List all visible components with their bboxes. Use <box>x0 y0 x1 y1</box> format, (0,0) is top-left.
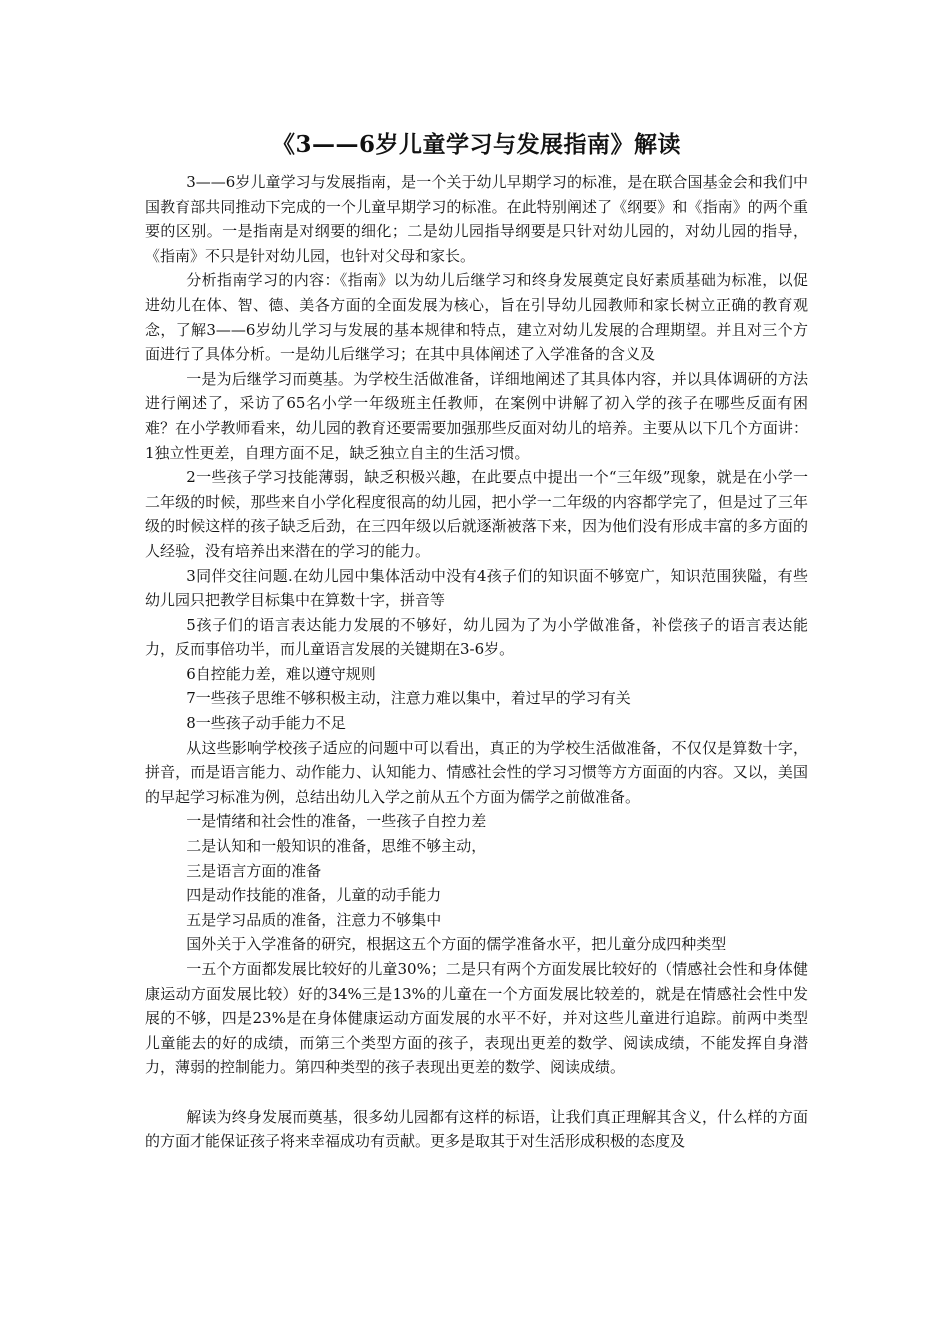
paragraph-lifelong: 解读为终身发展而奠基，很多幼儿园都有这样的标语，让我们真正理解其含义，什么样的方面的方面才能保证孩子将来幸福成功有贡献。更多是取其于对生活形成积极的态度及 <box>145 1107 808 1151</box>
document-body <box>145 128 808 1154</box>
paragraph-research: 国外关于入学准备的研究，根据这五个方面的儒学准备水平，把儿童分成四种类型 <box>186 935 727 954</box>
paragraph-aspect-3: 三是语言方面的准备 <box>186 861 322 880</box>
paragraph-summary: 从这些影响学校孩子适应的问题中可以看出，真正的为学校生活做准备，不仅仅是算数十字，拼音，而是语言能力、动作能力、认知能力、情感社会性的学习习惯等方方面面的内容。又以，美国的早起学习标准为例，总结出幼儿入学之前从五个方面为儒学之前做准备。 <box>145 738 808 806</box>
paragraph-aspect-2: 二是认知和一般知识的准备，思维不够主动， <box>186 837 487 856</box>
document-title: 《3——6岁儿童学习与发展指南》解读 <box>271 131 681 158</box>
paragraph-aspect-4: 四是动作技能的准备，儿童的动手能力 <box>186 886 442 905</box>
paragraph-point-2: 2一些孩子学习技能薄弱，缺乏积极兴趣，在此要点中提出一个“三年级”现象，就是在小学一二年级的时候，那些来自小学化程度很高的幼儿园，把小学一二年级的内容都学完了，但是过了三年级的时候这样的孩子缺乏后劲，在三四年级以后就逐渐被落下来，因为他们没有形成丰富的多方面的人经验，没有培养出来潜在的学习的能力。 <box>145 468 808 560</box>
paragraph-aspect-5: 五是学习品质的准备，注意力不够集中 <box>186 910 442 929</box>
paragraph-aspect-1: 一是情绪和社会性的准备，一些孩子自控力差 <box>186 812 487 831</box>
paragraph-intro: 3——6岁儿童学习与发展指南，是一个关于幼儿早期学习的标准，是在联合国基金会和我们中国教育部共同推动下完成的一个儿童早期学习的标准。在此特别阐述了《纲要》和《指南》的两个重要的区别。一是指南是对纲要的细化；二是幼儿园指导纲要是只针对幼儿园的，对幼儿园的指导，《指南》不只是针对幼儿园，也针对父母和家长。 <box>145 173 808 265</box>
paragraph-point-3-4: 3同伴交往问题.在幼儿园中集体活动中没有4孩子们的知识面不够宽广，知识范围狭隘，有些幼儿园只把教学目标集中在算数十字，拼音等 <box>145 566 808 610</box>
paragraph-point-8: 8一些孩子动手能力不足 <box>186 714 346 733</box>
blank-line <box>145 1080 808 1105</box>
paragraph-point-6: 6自控能力差，难以遵守规则 <box>186 664 376 683</box>
paragraph-point-5: 5孩子们的语言表达能力发展的不够好，幼儿园为了为小学做准备，补偿孩子的语言表达能力，反而事倍功半，而儿童语言发展的关键期在3-6岁。 <box>145 615 808 659</box>
paragraph-types: 一五个方面都发展比较好的儿童30%；二是只有两个方面发展比较好的（情感社会性和身体健康运动方面发展比较）好的34%三是13%的儿童在一个方面发展比较差的，就是在情感社会性中发展的不够，四是23%是在身体健康运动方面发展的水平不好，并对这些儿童进行追踪。前两中类型儿童能去的好的成绩，而第三个类型方面的孩子，表现出更差的数学、阅读成绩，不能发挥自身潜力，薄弱的控制能力。第四种类型的孩子表现出更差的数学、阅读成绩。 <box>145 960 808 1077</box>
paragraph-point-7: 7一些孩子思维不够积极主动，注意力难以集中，着过早的学习有关 <box>186 689 631 708</box>
paragraph-foundation: 一是为后继学习而奠基。为学校生活做准备，详细地阐述了其具体内容，并以具体调研的方法进行阐述了，采访了65名小学一年级班主任教师，在案例中讲解了初入学的孩子在哪些反面有困难？在小学教师看来，幼儿园的教育还要需要加强那些反面对幼儿的培养。主要从以下几个方面讲：1独立性更差，自理方面不足，缺乏独立自主的生活习惯。 <box>145 369 808 462</box>
paragraph-analysis: 分析指南学习的内容：《指南》以为幼儿后继学习和终身发展奠定良好素质基础为标准，以促进幼儿在体、智、德、美各方面的全面发展为核心，旨在引导幼儿园教师和家长树立正确的教育观念，了解3——6岁幼儿学习与发展的基本规律和特点，建立对幼儿发展的合理期望。并且对三个方面进行了具体分析。一是幼儿后继学习；在其中具体阐述了入学准备的含义及 <box>145 271 808 364</box>
